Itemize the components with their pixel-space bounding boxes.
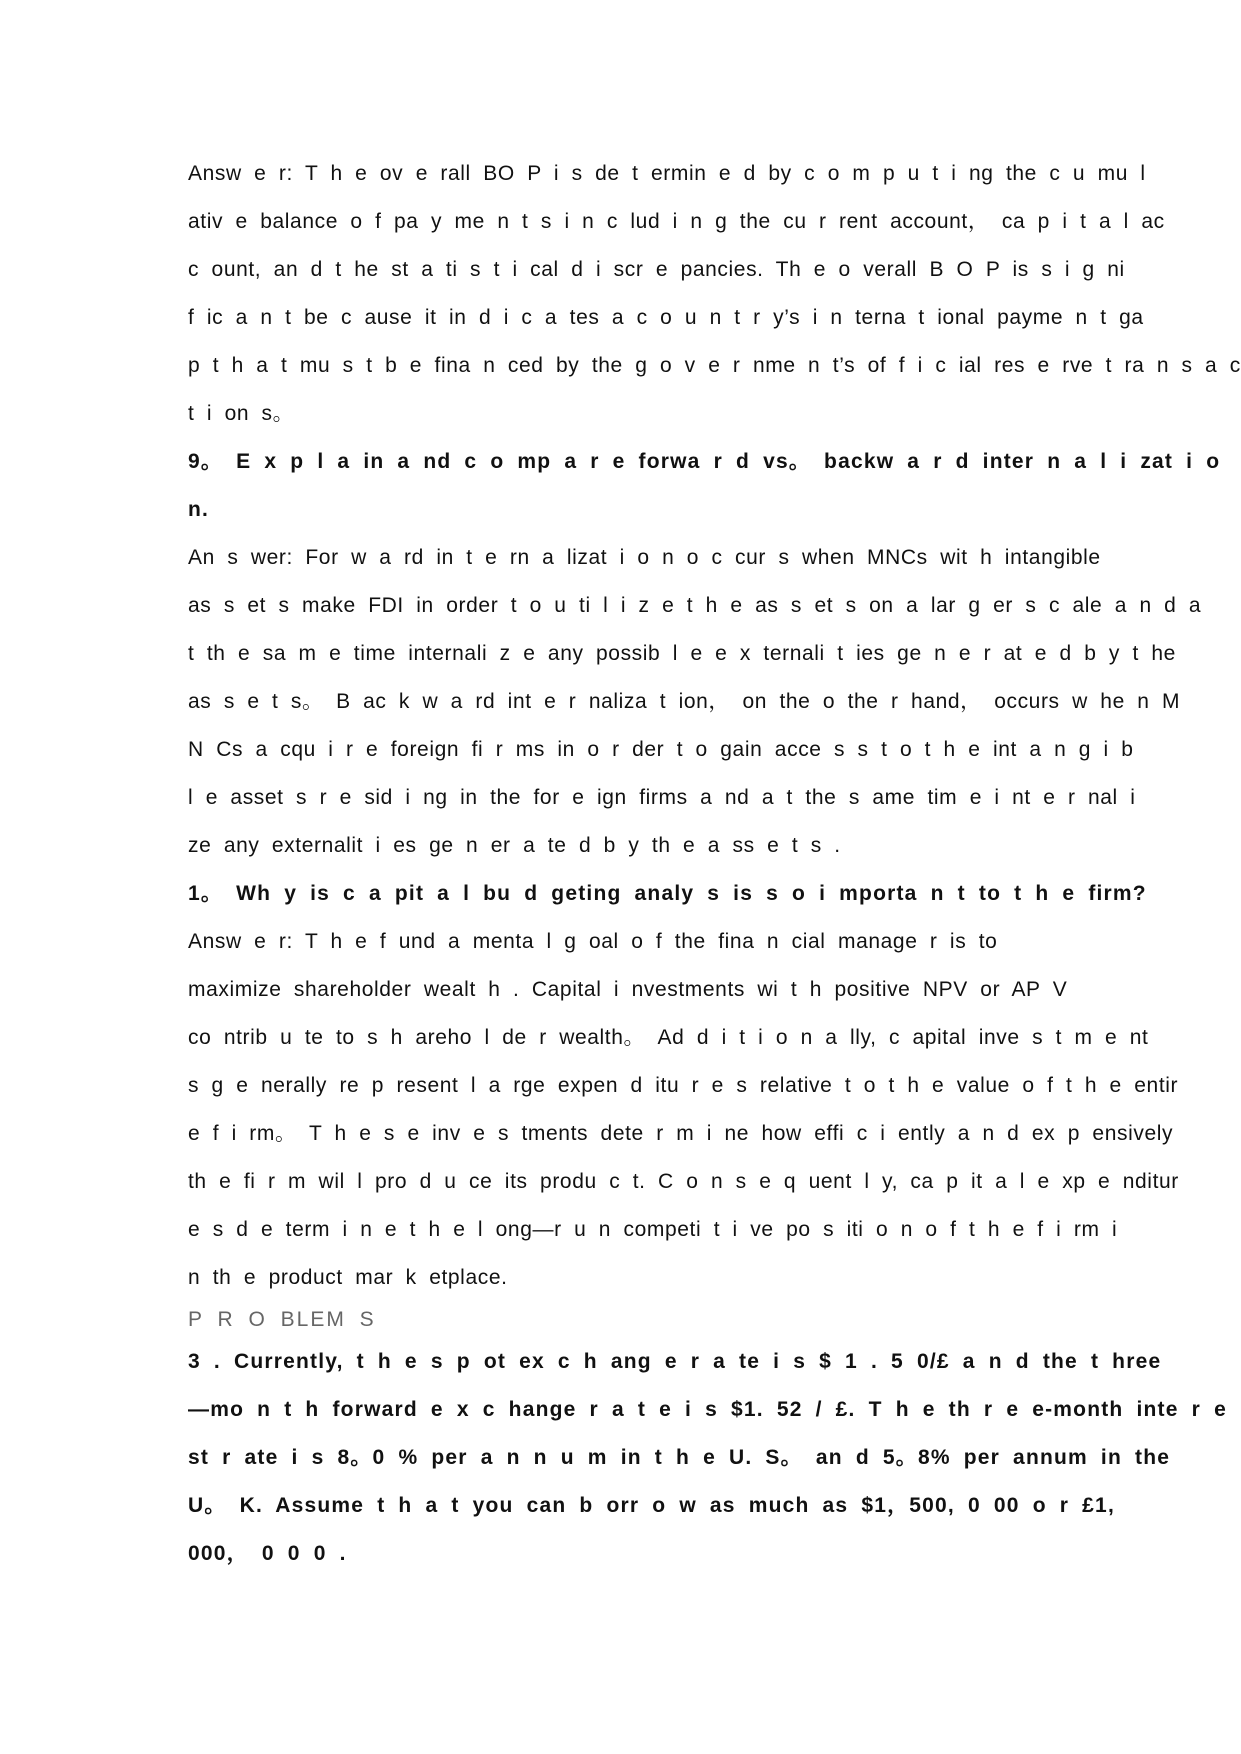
question9-line-1: 9。 E x p l a in a nd c o mp a r e forwa r d vs。 backw a r d inter n a l i zat i o [188,450,1221,473]
answer1-line-2: maximize shareholder wealt h . Capital i nvestments wi t h positive NPV or AP V [188,978,1068,1001]
answer1-line-1: Answ e r: T h e f und a menta l g oal o f the fina n cial manage r is to [188,930,998,953]
answer9-line-3: t th e sa m e time internali z e any possib l e e x ternali t ies ge n e r at e d b y t he [188,642,1176,665]
answer1-line-4: s g e nerally re p resent l a rge expen d itu r e s relative t o t h e value o f t h e entir [188,1074,1179,1097]
answer1-line-7: e s d e term i n e t h e l ong—r u n competi t i ve po s iti o n o f t h e f i rm i [188,1218,1118,1241]
answer8-line-3: c ount, an d t he st a ti s t i cal d i scr e pancies. Th e o verall B O P is s i g ni [188,258,1125,281]
answer8-line-5: p t h a t mu s t b e fina n ced by the g o v e r nme n t’s of f i c ial res e rve t ra n s a c [188,354,1241,377]
answer9-line-1: An s wer: For w a rd in t e rn a lizat i o n o c cur s when MNCs wit h intangible [188,546,1101,569]
question9-line-2: n. [188,498,210,521]
answer9-line-4: as s e t s。 B ac k w a rd int e r naliza t ion， on the o the r hand， occurs w he n M [188,690,1181,713]
answer8-line-4: f ic a n t be c ause it in d i c a tes a c o u n t r y’s i n terna t ional payme n t ga [188,306,1144,329]
problem3-line-4: U。 K. Assume t h a t you can b orr o w as much as $1，500, 0 00 o r £1, [188,1494,1115,1517]
answer9-line-5: N Cs a cqu i r e foreign fi r ms in o r der t o gain acce s s t o t h e int a n g i b [188,738,1134,761]
problem3-line-1: 3 . Currently, t h e s p ot ex c h ang e r a te i s $ 1 . 5 0/£ a n d the t hree [188,1350,1162,1373]
question1-line: 1。 Wh y is c a pit a l bu d geting analy s is s o i mporta n t to t h e firm? [188,882,1147,905]
answer9-line-2: as s et s make FDI in order t o u ti l i z e t h e as s et s on a lar g er s c ale a n d a [188,594,1202,617]
problem3-line-3: st r ate i s 8。0 % per a n n u m in t h e U. S。 an d 5。8% per annum in the [188,1446,1171,1469]
answer8-line-1: Answ e r: T h e ov e rall BO P i s de t ermin e d by c o m p u t i ng the c u mu l [188,162,1146,185]
problem3-line-2: —mo n t h forward e x c hange r a t e i s $1. 52 / £. T h e th r e e-month inte r e [188,1398,1227,1421]
answer8-line-6: t i on s。 [188,402,295,425]
answer1-line-6: th e fi r m wil l pro d u ce its produ c t. C o n s e q uent l y, ca p it a l e xp e nditur [188,1170,1179,1193]
answer9-line-6: l e asset s r e sid i ng in the for e ign firms a nd a t the s ame tim e i nt e r nal i [188,786,1136,809]
problem3-line-5: 000， 0 0 0 . [188,1542,347,1565]
problems-heading: P R O BLEM S [188,1308,376,1331]
answer8-line-2: ativ e balance o f pa y me n t s i n c lud i n g the cu r rent account， ca p i t a l ac [188,210,1165,233]
answer1-line-5: e f i rm。 T h e s e inv e s tments dete r m i ne how effi c i ently a n d ex p ensively [188,1122,1174,1145]
answer1-line-8: n th e product mar k etplace. [188,1266,508,1289]
answer9-line-7: ze any externalit i es ge n er a te d b y th e a ss e t s . [188,834,841,857]
answer1-line-3: co ntrib u te to s h areho l de r wealth。 Ad d i t i o n a lly, c apital inve s t m e nt [188,1026,1149,1049]
